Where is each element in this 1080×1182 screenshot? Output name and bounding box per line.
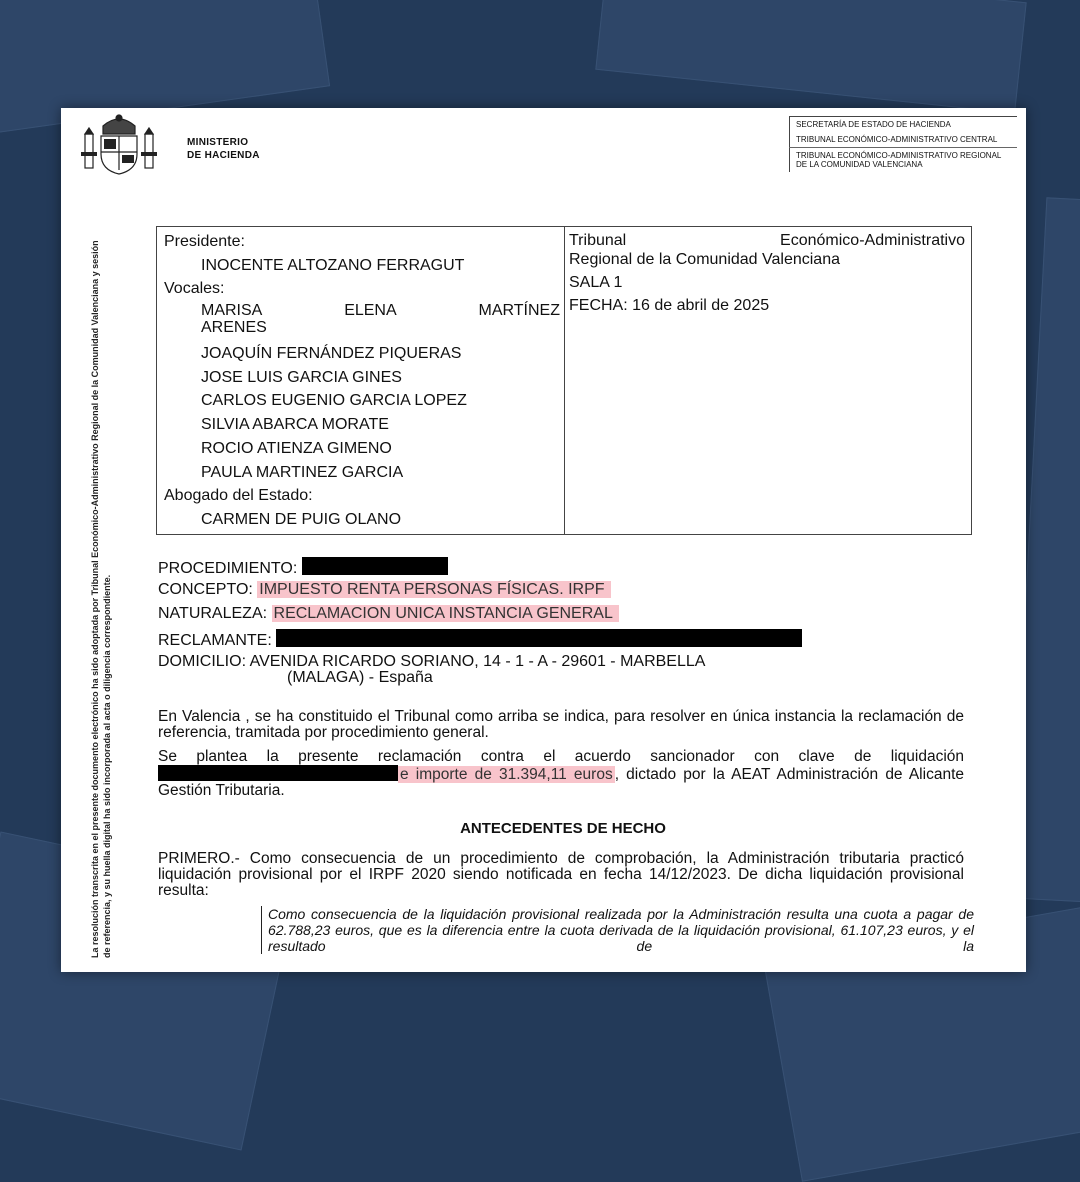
vertical-margin-note: La resolución transcrita en el presente documento electrónico ha sido adoptada por Tribunal Económico-Administrativo Regional de la Comunidad Valenciana y sesión de referencia, y su huella digital ha sido incorporada al acta o diligencia correspondiente.: [90, 240, 112, 958]
panel-divider: [564, 227, 565, 534]
fecha: FECHA: 16 de abril de 2025: [569, 297, 770, 314]
panel-members: [164, 231, 560, 533]
procedimiento-field: PROCEDIMIENTO:: [158, 557, 448, 578]
domicilio-field: DOMICILIO: AVENIDA RICARDO SORIANO, 14 - 1 - A - 29601 - MARBELLA: [158, 653, 706, 670]
tribunal-regional-text: TRIBUNAL ECONÓMICO-ADMINISTRATIVO REGIONAL DE LA COMUNIDAD VALENCIANA: [789, 148, 1017, 172]
concepto-value: IMPUESTO RENTA PERSONAS FÍSICAS. IRPF: [257, 581, 610, 598]
primero-paragraph: PRIMERO.- Como consecuencia de un procedimiento de comprobación, la Administración tributaria practicó liquidación provisional por el IRPF 2020 siendo notificada en fecha 14/12/2023. De dicha liquidación provisional resulta:: [158, 850, 964, 899]
vocal-name: CARLOS EUGENIO GARCIA LOPEZ: [201, 392, 467, 410]
redaction-block: [158, 765, 398, 781]
secretaria-text: SECRETARÍA DE ESTADO DE HACIENDA: [789, 116, 1017, 132]
vocal-name: PAULA MARTINEZ GARCIA: [201, 463, 404, 481]
ministry-line1: MINISTERIO: [187, 137, 249, 148]
redaction-block: [302, 557, 448, 575]
vocal-name: ROCIO ATIENZA GIMENO: [201, 439, 392, 457]
vocal-name-cont: ARENES: [201, 319, 267, 337]
header-right-block: [789, 116, 1017, 172]
abogado-label: Abogado del Estado:: [164, 487, 313, 505]
domicilio-line2: (MALAGA) - España: [287, 669, 433, 686]
reclamante-field: RECLAMANTE:: [158, 629, 802, 650]
vocal-name: SILVIA ABARCA MORATE: [201, 416, 389, 434]
background-paper: [595, 0, 1026, 114]
presidente-label: Presidente:: [164, 233, 245, 250]
redaction-block: [276, 629, 802, 647]
vocal-name: MARISA ELENA MARTÍNEZ: [201, 302, 560, 320]
naturaleza-field: NATURALEZA: RECLAMACION UNICA INSTANCIA GENERAL: [158, 605, 619, 623]
tribunal-name-line1: Tribunal Económico-Administrativo: [569, 232, 965, 249]
sala: SALA 1: [569, 274, 623, 291]
section-heading: ANTECEDENTES DE HECHO: [460, 820, 666, 837]
tribunal-composition-panel: [156, 226, 972, 535]
ministry-label: [187, 136, 260, 162]
spanish-coat-of-arms-icon: [79, 112, 159, 180]
domicilio-line1: AVENIDA RICARDO SORIANO, 14 - 1 - A - 29601 - MARBELLA: [249, 653, 706, 670]
naturaleza-value: RECLAMACION UNICA INSTANCIA GENERAL: [272, 605, 619, 622]
intro-paragraph: En Valencia , se ha constituido el Tribunal como arriba se indica, para resolver en única instancia la reclamación de referencia, tramitada por procedimiento general.: [158, 708, 964, 741]
panel-tribunal-info: [569, 231, 965, 315]
concepto-field: CONCEPTO: IMPUESTO RENTA PERSONAS FÍSICAS. IRPF: [158, 581, 611, 599]
amount-highlight: e importe de 31.394,11 euros: [400, 766, 613, 783]
vocal-name: JOSE LUIS GARCIA GINES: [201, 368, 402, 386]
ministry-line2: DE HACIENDA: [187, 150, 260, 161]
claim-paragraph: Se plantea la presente reclamación contra el acuerdo sancionador con clave de liquidación e importe de 31.394,11 euros , dictado por la AEAT Administración de Alicante Gestión Tributaria.: [158, 748, 964, 799]
tribunal-central-text: TRIBUNAL ECONÓMICO-ADMINISTRATIVO CENTRAL: [789, 132, 1017, 147]
vocales-label: Vocales:: [164, 280, 225, 298]
presidente-name: INOCENTE ALTOZANO FERRAGUT: [201, 256, 465, 274]
vocal-name: JOAQUÍN FERNÁNDEZ PIQUERAS: [201, 345, 462, 363]
document-page: [61, 108, 1026, 972]
tribunal-name-line2: Regional de la Comunidad Valenciana: [569, 251, 840, 268]
abogado-name: CARMEN DE PUIG OLANO: [201, 510, 402, 528]
quoted-text: Como consecuencia de la liquidación provisional realizada por la Administración resulta una cuota a pagar de 62.788,23 euros, que es la diferencia entre la cuota derivada de la liquidación provisional, 61.107,23 euros, y el resultado de la: [261, 906, 974, 954]
